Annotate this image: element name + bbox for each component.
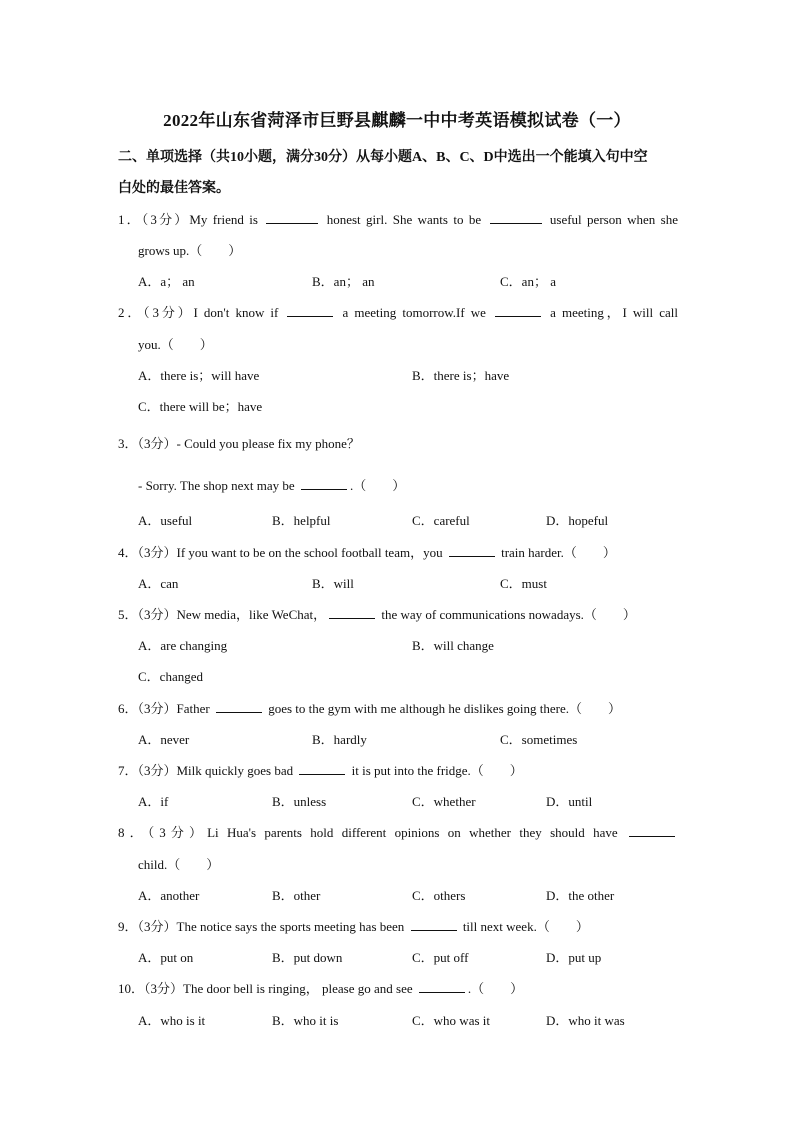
question-7-option-b: B．unless (272, 794, 327, 809)
answer-blank (299, 763, 345, 775)
question-4-option-a: A．can (138, 576, 179, 591)
answer-blank (419, 981, 465, 993)
answer-blank (495, 305, 541, 317)
answer-blank (329, 607, 375, 619)
question-8-option-b: B．other (272, 888, 321, 903)
question-1-line-2: grows up.（ ） (138, 243, 242, 258)
question-3-line-1: 3．（3分）- Could you please fix my phone？ (118, 436, 360, 451)
question-8-option-c: C．others (412, 888, 466, 903)
question-7-option-a: A．if (138, 794, 169, 809)
question-4-option-c: C．must (500, 576, 547, 591)
question-9-option-d: D．put up (546, 950, 602, 965)
question-10-option-a: A．who is it (138, 1013, 206, 1028)
question-7-option-d: D．until (546, 794, 593, 809)
question-5-option-a: A．are changing (138, 638, 228, 653)
question-1-option-b: B．an； an (312, 274, 375, 289)
question-4-line-1: 4．（3分）If you want to be on the school football team，you train harder.（ ） (118, 545, 616, 560)
answer-blank (287, 305, 333, 317)
page-title: 2022年山东省菏泽市巨野县麒麟一中中考英语模拟试卷（一） (163, 111, 631, 130)
question-9-option-c: C．put off (412, 950, 469, 965)
answer-blank (216, 701, 262, 713)
question-2-option-a: A．there is；will have (138, 368, 260, 383)
question-10-option-d: D．who it was (546, 1013, 625, 1028)
answer-blank (301, 478, 347, 490)
question-6-option-a: A．never (138, 732, 190, 747)
question-10-option-c: C．who was it (412, 1013, 491, 1028)
question-3-line-2: - Sorry. The shop next may be .（ ） (138, 478, 406, 493)
question-3-option-b: B．helpful (272, 513, 331, 528)
answer-blank (449, 545, 495, 557)
question-3-option-c: C．careful (412, 513, 470, 528)
question-5-option-b: B．will change (412, 638, 494, 653)
question-7-line-1: 7．（3分）Milk quickly goes bad it is put into the fridge.（ ） (118, 763, 523, 778)
question-7-option-c: C．whether (412, 794, 476, 809)
question-8-option-a: A．another (138, 888, 200, 903)
question-8-line-1: 8．（3分）Li Hua's parents hold different opinions on whether they should have (118, 822, 678, 841)
question-5-option-c: C．changed (138, 669, 203, 684)
question-6-option-c: C．sometimes (500, 732, 578, 747)
answer-blank (411, 919, 457, 931)
question-1-option-a: A．a； an (138, 274, 195, 289)
answer-blank (490, 212, 542, 224)
question-1-line-1: 1．（3分）My friend is honest girl. She wants to be useful person when she (118, 212, 678, 227)
question-6-line-1: 6．（3分）Father goes to the gym with me although he dislikes going there.（ ） (118, 701, 621, 716)
answer-blank (266, 212, 318, 224)
question-2-option-c: C．there will be；have (138, 399, 263, 414)
question-8-line-2: child.（ ） (138, 857, 220, 872)
question-10-line-1: 10．（3分）The door bell is ringing， please go and see .（ ） (118, 981, 524, 996)
question-9-line-1: 9．（3分）The notice says the sports meeting has been till next week.（ ） (118, 919, 589, 934)
question-6-option-b: B．hardly (312, 732, 367, 747)
question-10-option-b: B．who it is (272, 1013, 339, 1028)
question-3-option-a: A．useful (138, 513, 193, 528)
question-9-option-b: B．put down (272, 950, 343, 965)
section-heading-line-1: 二、单项选择（共10小题，满分30分）从每小题A、B、C、D中选出一个能填入句中空 (118, 150, 648, 165)
question-3-option-d: D．hopeful (546, 513, 609, 528)
question-2-line-2: you.（ ） (138, 337, 213, 352)
section-heading-line-2: 白处的最佳答案。 (118, 181, 230, 196)
answer-blank (629, 825, 675, 837)
question-1-option-c: C．an； a (500, 274, 556, 289)
question-8-option-d: D．the other (546, 888, 615, 903)
question-4-option-b: B．will (312, 576, 354, 591)
question-9-option-a: A．put on (138, 950, 194, 965)
question-2-line-1: 2．（3分）I don't know if a meeting tomorrow.If we a meeting，I will call (118, 305, 678, 320)
question-2-option-b: B．there is；have (412, 368, 510, 383)
question-5-line-1: 5．（3分）New media，like WeChat， the way of communications nowadays.（ ） (118, 607, 636, 622)
